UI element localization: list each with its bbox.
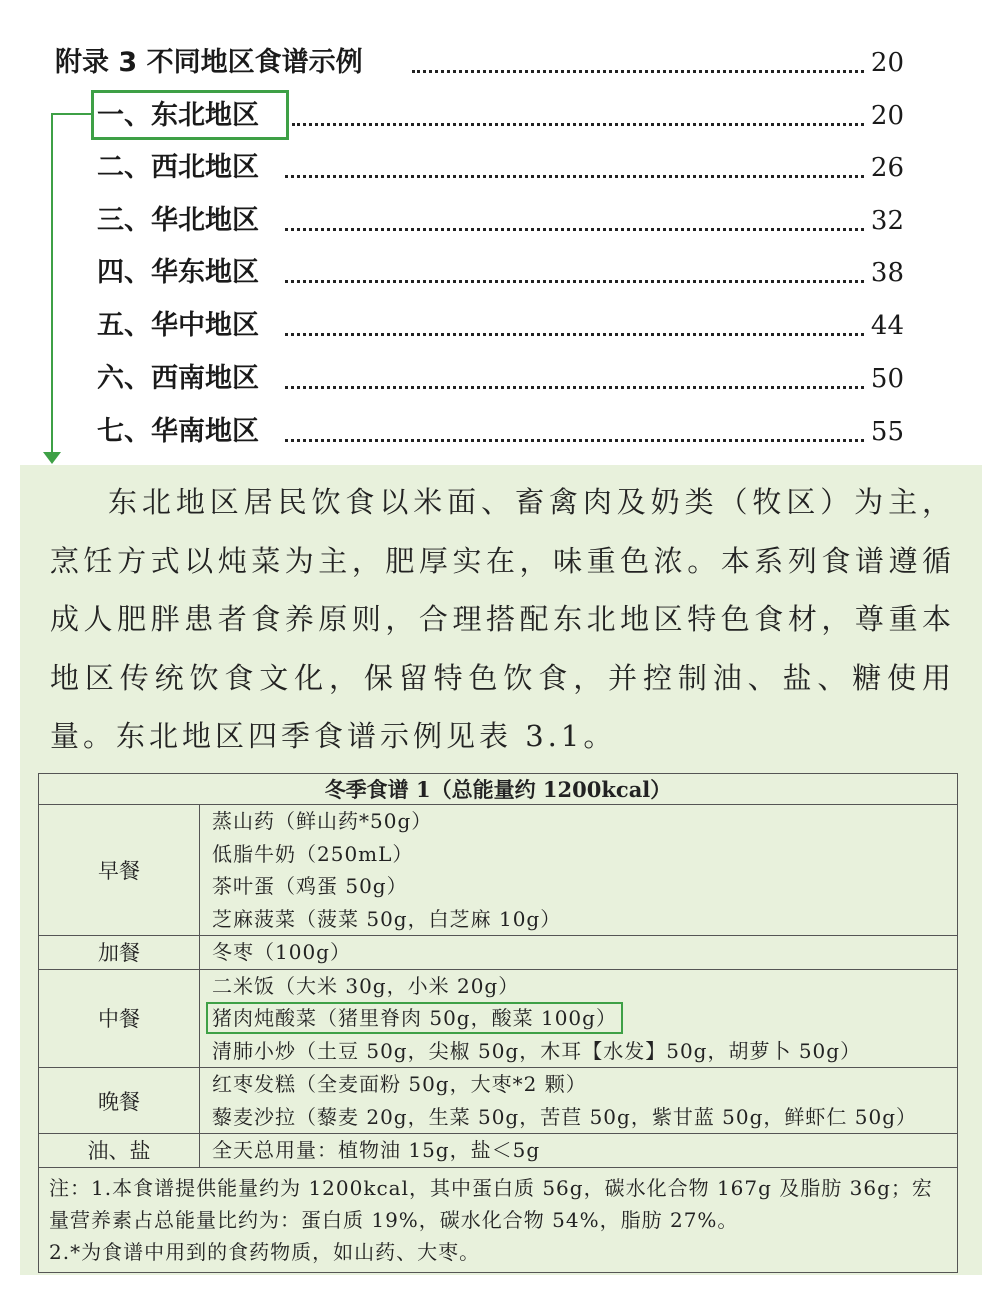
toc-leader-dots [285,280,864,283]
toc-leader-dots [285,386,864,389]
arrow-down-icon [43,452,61,464]
meal-items [200,969,958,1068]
list-item: 茶叶蛋（鸡蛋 50g） [212,874,408,898]
toc-item-label: 七、华南地区 [97,416,259,447]
toc-leader-dots [412,70,864,73]
meal-name: 中餐 [39,969,200,1068]
toc-heading-page: 20 [870,48,904,78]
toc-item-page: 38 [870,258,904,288]
meal-items [200,805,958,936]
toc-item-central[interactable] [0,306,1000,346]
toc-item-page: 44 [870,311,904,341]
connector-line [52,113,93,115]
highlighted-dish: 猪肉炖酸菜（猪里脊肉 50g，酸菜 100g） [206,1002,623,1034]
toc-leader-dots [285,439,864,442]
list-item: 藜麦沙拉（藜麦 20g，生菜 50g，苦苣 50g，紫甘蓝 50g，鲜虾仁 50g） [212,1104,918,1129]
toc-item-label: 六、西南地区 [97,363,259,394]
toc-item-label: 一、东北地区 [97,100,259,131]
toc-leader-dots [292,123,864,126]
list-item: 低脂牛奶（250mL） [212,841,414,866]
table-title: 冬季食谱 1（总能量约 1200kcal） [39,774,958,805]
intro-paragraph [50,473,955,766]
toc-item-north[interactable] [0,201,1000,241]
highlighted-list-item [212,1002,957,1035]
meal-items [200,1068,958,1134]
table-notes [39,1167,958,1272]
meal-name: 油、盐 [39,1134,200,1168]
toc-item-page: 50 [870,364,904,394]
toc-leader-dots [285,333,864,336]
table-row [39,1068,958,1134]
highlight-box [91,90,289,140]
toc-item-east[interactable] [0,253,1000,293]
table-of-contents [0,0,1000,465]
list-item: 红枣发糕（全麦面粉 50g，大枣*2 颗） [212,1072,587,1096]
connector-line [51,113,53,456]
toc-item-label: 三、华北地区 [97,205,259,236]
table-row [39,936,958,970]
toc-item-page: 26 [870,153,904,183]
note-text: 2.*为食谱中用到的食药物质，如山药、大枣。 [49,1239,481,1264]
toc-item-southwest[interactable] [0,359,1000,399]
toc-heading-label: 附录 3 不同地区食谱示例 [55,47,363,78]
toc-item-label: 四、华东地区 [97,257,259,288]
toc-item-page: 32 [870,206,904,236]
meal-name: 晚餐 [39,1068,200,1134]
intro-text: 东北地区居民饮食以米面、畜禽肉及奶类（牧区）为主，烹饪方式以炖菜为主，肥厚实在，味重色浓。本系列食谱遵循成人肥胖患者食养原则，合理搭配东北地区特色食材，尊重本地区传统饮食文化，保留特色饮食，并控制油、盐、糖使用量。东北地区四季食谱示例见表 3.1。 [50,485,955,753]
table-row [39,805,958,936]
toc-leader-dots [285,175,864,178]
toc-item-label: 五、华中地区 [97,310,259,341]
meal-name: 加餐 [39,936,200,970]
table-row [39,969,958,1068]
toc-item-northwest[interactable] [0,148,1000,188]
toc-item-page: 55 [870,417,904,447]
list-item: 全天总用量：植物油 15g，盐＜5g [212,1138,541,1162]
list-item: 清肺小炒（土豆 50g，尖椒 50g，木耳【水发】50g，胡萝卜 50g） [212,1038,862,1063]
toc-item-page: 20 [870,101,904,131]
recipe-table [38,773,958,1273]
meal-items [200,936,958,970]
meal-items [200,1134,958,1168]
list-item: 二米饭（大米 30g，小米 20g） [212,973,520,998]
list-item: 冬枣（100g） [212,940,351,964]
meal-name: 早餐 [39,805,200,936]
table-row [39,1134,958,1168]
content-panel [20,465,982,1275]
toc-heading[interactable] [0,43,1000,83]
note-text: 注：1.本食谱提供能量约为 1200kcal，其中蛋白质 56g，碳水化合物 167g 及脂肪 36g；宏量营养素占总能量比约为：蛋白质 19%，碳水化合物 54%，脂肪 27%。 [49,1175,933,1232]
toc-item-label: 二、西北地区 [97,152,259,183]
list-item: 蒸山药（鲜山药*50g） [212,809,433,833]
list-item: 芝麻菠菜（菠菜 50g，白芝麻 10g） [212,906,562,931]
table-title-row [39,774,958,805]
toc-leader-dots [285,228,864,231]
toc-item-south[interactable] [0,412,1000,452]
table-notes-row [39,1167,958,1272]
